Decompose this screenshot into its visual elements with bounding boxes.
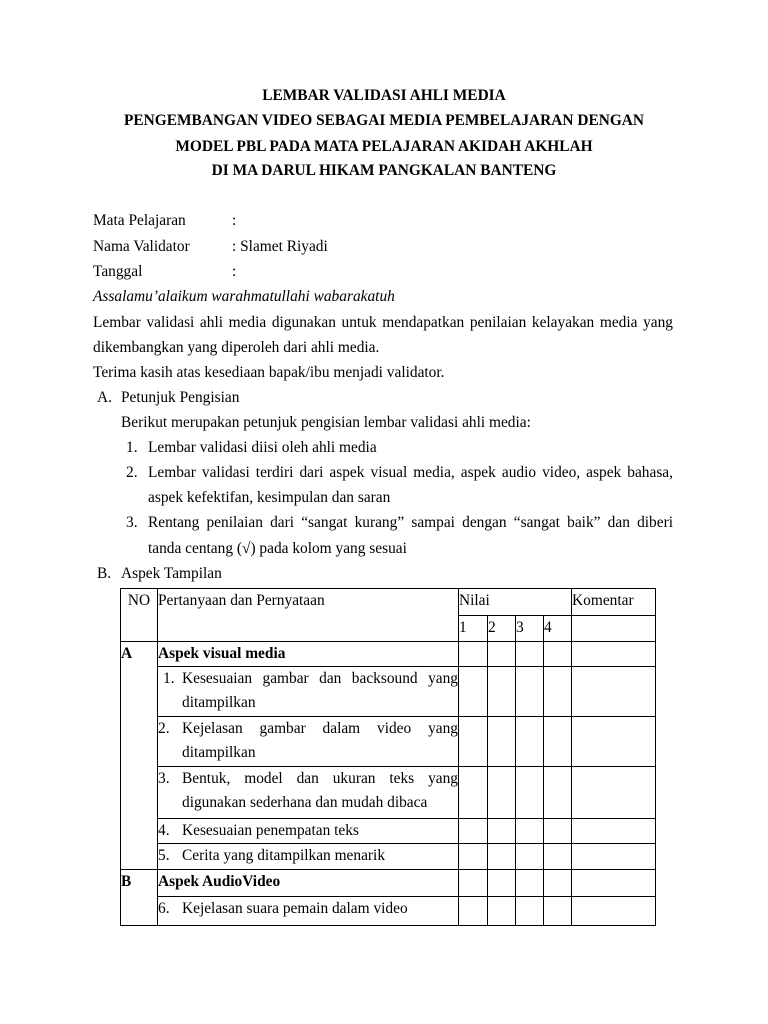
group-title: Aspek visual media (158, 642, 459, 667)
comment-cell (572, 897, 656, 926)
rating-cell (488, 819, 516, 844)
rating-cell (488, 667, 516, 717)
comment-cell (572, 844, 656, 870)
field-label-date: Tanggal (93, 263, 143, 280)
item-text-line: digunakan sederhana dan mudah dibaca (182, 794, 428, 811)
item-text-line: Kejelasan gambar dalam video yang (182, 720, 458, 737)
rating-cell (516, 642, 544, 667)
question-cell (158, 667, 459, 717)
header-score: Nilai (459, 589, 572, 616)
header-comment-sub (572, 616, 656, 642)
rating-cell (544, 870, 572, 897)
rating-cell (544, 844, 572, 870)
field-value-validator: : Slamet Riyadi (232, 238, 328, 255)
question-cell (158, 717, 459, 767)
rating-cell (459, 717, 488, 767)
field-value-subject: : (232, 212, 237, 229)
item-number: 4. (158, 822, 170, 839)
item-number: 5. (158, 847, 170, 864)
greeting: Assalamu’alaikum warahmatullahi wabarakatuh (93, 288, 395, 305)
question-cell (158, 819, 459, 844)
table-row (121, 667, 656, 717)
comment-cell (572, 767, 656, 819)
field-label-subject: Mata Pelajaran (93, 212, 186, 229)
section-b-heading: Aspek Tampilan (121, 565, 222, 582)
comment-cell (572, 717, 656, 767)
comment-cell (572, 819, 656, 844)
instruction-text: aspek kefektifan, kesimpulan dan saran (148, 489, 391, 506)
comment-cell (572, 870, 656, 897)
section-b-marker: B. (97, 565, 112, 582)
table-group-row (121, 870, 656, 897)
intro-line: Lembar validasi ahli media digunakan untuk mendapatkan penilaian kelayakan media yang (93, 314, 673, 331)
rating-cell (544, 717, 572, 767)
intro-line: dikembangkan yang diperoleh dari ahli media. (93, 339, 380, 356)
header-scale-4: 4 (544, 616, 572, 642)
rating-cell (516, 767, 544, 819)
comment-cell (572, 642, 656, 667)
document-title-line: LEMBAR VALIDASI AHLI MEDIA (262, 87, 506, 104)
header-scale-3: 3 (516, 616, 544, 642)
rating-cell (516, 717, 544, 767)
rating-cell (516, 870, 544, 897)
header-scale-1: 1 (459, 616, 488, 642)
rating-cell (459, 667, 488, 717)
rating-cell (488, 844, 516, 870)
rating-cell (488, 897, 516, 926)
rating-cell (459, 767, 488, 819)
item-text-line: Cerita yang ditampilkan menarik (182, 847, 386, 864)
table-row (121, 844, 656, 870)
item-number: 6. (158, 900, 170, 917)
document-title-line: DI MA DARUL HIKAM PANGKALAN BANTENG (211, 162, 557, 179)
group-code: B (121, 870, 158, 926)
table-row (121, 897, 656, 926)
rating-cell (516, 819, 544, 844)
section-a-lead: Berikut merupakan petunjuk pengisian lembar validasi ahli media: (121, 414, 531, 431)
table-group-row (121, 642, 656, 667)
document-title-line: PENGEMBANGAN VIDEO SEBAGAI MEDIA PEMBELAJARAN DENGAN (123, 112, 645, 129)
header-no: NO (121, 589, 158, 642)
rating-cell (459, 642, 488, 667)
rating-cell (516, 844, 544, 870)
header-scale-2: 2 (488, 616, 516, 642)
item-text-line: ditampilkan (182, 744, 256, 761)
table-row (121, 717, 656, 767)
group-title: Aspek AudioVideo (158, 870, 459, 897)
item-text-line: ditampilkan (182, 694, 256, 711)
question-cell (158, 844, 459, 870)
section-a-marker: A. (97, 389, 112, 406)
instruction-text: Rentang penilaian dari “sangat kurang” sampai dengan “sangat baik” dan diberi (148, 514, 673, 531)
rating-cell (488, 642, 516, 667)
field-value-date: : (232, 263, 237, 280)
table-row (121, 819, 656, 844)
header-question: Pertanyaan dan Pernyataan (158, 589, 459, 642)
rating-cell (488, 870, 516, 897)
rating-cell (459, 870, 488, 897)
instruction-text: Lembar validasi diisi oleh ahli media (148, 439, 377, 456)
table-row (121, 767, 656, 819)
rating-cell (544, 897, 572, 926)
instruction-number: 1. (126, 439, 138, 456)
rating-cell (488, 767, 516, 819)
item-text-line: Kesesuaian penempatan teks (182, 822, 359, 839)
instruction-number: 3. (126, 514, 138, 531)
rating-cell (544, 642, 572, 667)
instruction-number: 2. (126, 464, 138, 481)
rating-cell (488, 717, 516, 767)
table-header-row (121, 589, 656, 616)
instruction-text: tanda centang (√) pada kolom yang sesuai (148, 540, 407, 557)
item-text-line: Kesesuaian gambar dan backsound yang (182, 670, 458, 687)
header-comment: Komentar (572, 589, 656, 616)
rating-cell (516, 667, 544, 717)
thanks-text: Terima kasih atas kesediaan bapak/ibu menjadi validator. (93, 364, 445, 381)
rating-cell (544, 667, 572, 717)
item-number: 1. (163, 670, 175, 687)
instruction-text: Lembar validasi terdiri dari aspek visual media, aspek audio video, aspek bahasa, (148, 464, 673, 481)
group-code: A (121, 642, 158, 870)
rating-cell (544, 819, 572, 844)
question-cell (158, 767, 459, 819)
item-number: 2. (158, 720, 170, 737)
comment-cell (572, 667, 656, 717)
item-text-line: Bentuk, model dan ukuran teks yang (182, 770, 458, 787)
assessment-table (120, 588, 656, 926)
rating-cell (516, 897, 544, 926)
question-cell (158, 897, 459, 926)
section-a-heading: Petunjuk Pengisian (121, 389, 240, 406)
rating-cell (459, 844, 488, 870)
document-title-line: MODEL PBL PADA MATA PELAJARAN AKIDAH AKHLAH (175, 138, 593, 155)
item-number: 3. (158, 770, 170, 787)
field-label-validator: Nama Validator (93, 238, 190, 255)
item-text-line: Kejelasan suara pemain dalam video (182, 900, 408, 917)
rating-cell (459, 819, 488, 844)
rating-cell (459, 897, 488, 926)
rating-cell (544, 767, 572, 819)
